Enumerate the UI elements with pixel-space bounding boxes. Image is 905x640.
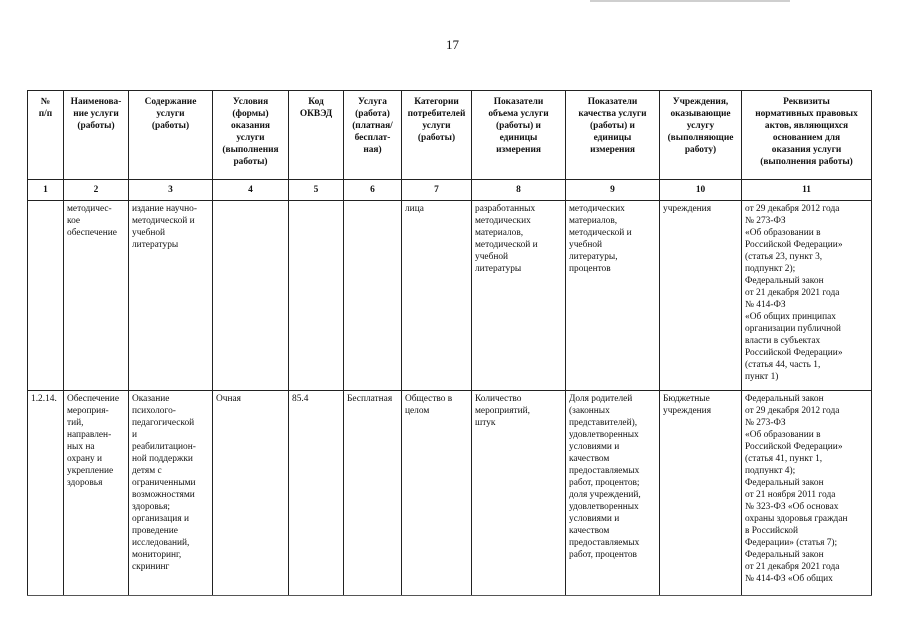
cell-conditions — [213, 201, 289, 391]
cell-okved — [289, 201, 344, 391]
col-number: 7 — [402, 180, 472, 201]
col-number: 11 — [742, 180, 872, 201]
col-number: 4 — [213, 180, 289, 201]
cell-num: 1.2.14. — [28, 391, 64, 596]
cell-institutions: учреждения — [660, 201, 742, 391]
header-row — [28, 91, 872, 180]
col-number: 2 — [64, 180, 129, 201]
cell-legal-acts: Федеральный закон от 29 декабря 2012 года № 273-ФЗ «Об образовании в Российской Федерации» (статья 41, пункт 1, подпункт 4); Федеральный закон от 21 ноября 2011 года № 323-ФЗ «Об основах охраны здоровья граждан в Российской Федерации» (статья 7); Федеральный закон от 21 декабря 2021 года № 414-ФЗ «Об общих — [742, 391, 872, 596]
col-number: 5 — [289, 180, 344, 201]
col-header-volume: Показатели объема услуги (работы) и единицы измерения — [472, 91, 566, 180]
column-number-row — [28, 180, 872, 201]
cell-volume: Количество мероприятий, штук — [472, 391, 566, 596]
cell-paid: Бесплатная — [344, 391, 402, 596]
col-number: 6 — [344, 180, 402, 201]
cell-content: Оказание психолого- педагогической и реабилитацион- ной поддержки детям с ограниченными возможностями здоровья; организация и проведение исследований, мониторинг, скрининг — [129, 391, 213, 596]
top-edge-line — [590, 0, 790, 2]
col-header-content: Содержание услуги (работы) — [129, 91, 213, 180]
col-number: 9 — [566, 180, 660, 201]
col-header-paid: Услуга (работа) (платная/ бесплат- ная) — [344, 91, 402, 180]
page-number: 17 — [446, 37, 459, 52]
services-table — [27, 90, 872, 596]
table-row — [28, 201, 872, 391]
cell-content: издание научно- методической и учебной литературы — [129, 201, 213, 391]
cell-institutions: Бюджетные учреждения — [660, 391, 742, 596]
table-row — [28, 391, 872, 596]
col-header-name: Наименова- ние услуги (работы) — [64, 91, 129, 180]
col-header-consumers: Категории потребителей услуги (работы) — [402, 91, 472, 180]
col-number: 8 — [472, 180, 566, 201]
cell-quality: методических материалов, методической и учебной литературы, процентов — [566, 201, 660, 391]
cell-volume: разработанных методических материалов, методической и учебной литературы — [472, 201, 566, 391]
col-number: 10 — [660, 180, 742, 201]
cell-num — [28, 201, 64, 391]
cell-name: методичес- кое обеспечение — [64, 201, 129, 391]
col-header-quality: Показатели качества услуги (работы) и единицы измерения — [566, 91, 660, 180]
col-number: 1 — [28, 180, 64, 201]
col-header-legal-acts: Реквизиты нормативных правовых актов, являющихся основанием для оказания услуги (выполнения работы) — [742, 91, 872, 180]
col-header-okved: Код ОКВЭД — [289, 91, 344, 180]
col-header-num: № п/п — [28, 91, 64, 180]
col-header-conditions: Условия (формы) оказания услуги (выполнения работы) — [213, 91, 289, 180]
col-number: 3 — [129, 180, 213, 201]
cell-paid — [344, 201, 402, 391]
cell-consumers: лица — [402, 201, 472, 391]
cell-okved: 85.4 — [289, 391, 344, 596]
col-header-institutions: Учреждения, оказывающие услугу (выполняющие работу) — [660, 91, 742, 180]
cell-legal-acts: от 29 декабря 2012 года № 273-ФЗ «Об образовании в Российской Федерации» (статья 23, пункт 3, подпункт 2); Федеральный закон от 21 декабря 2021 года № 414-ФЗ «Об общих принципах организации публичной власти в субъектах Российской Федерации» (статья 44, часть 1, пункт 1) — [742, 201, 872, 391]
cell-conditions: Очная — [213, 391, 289, 596]
cell-quality: Доля родителей (законных представителей), удовлетворенных условиями и качеством предоставляемых работ, процентов; доля учреждений, удовлетворенных условиями и качеством предоставляемых работ, процентов — [566, 391, 660, 596]
cell-consumers: Общество в целом — [402, 391, 472, 596]
cell-name: Обеспечение мероприя- тий, направлен- ных на охрану и укрепление здоровья — [64, 391, 129, 596]
